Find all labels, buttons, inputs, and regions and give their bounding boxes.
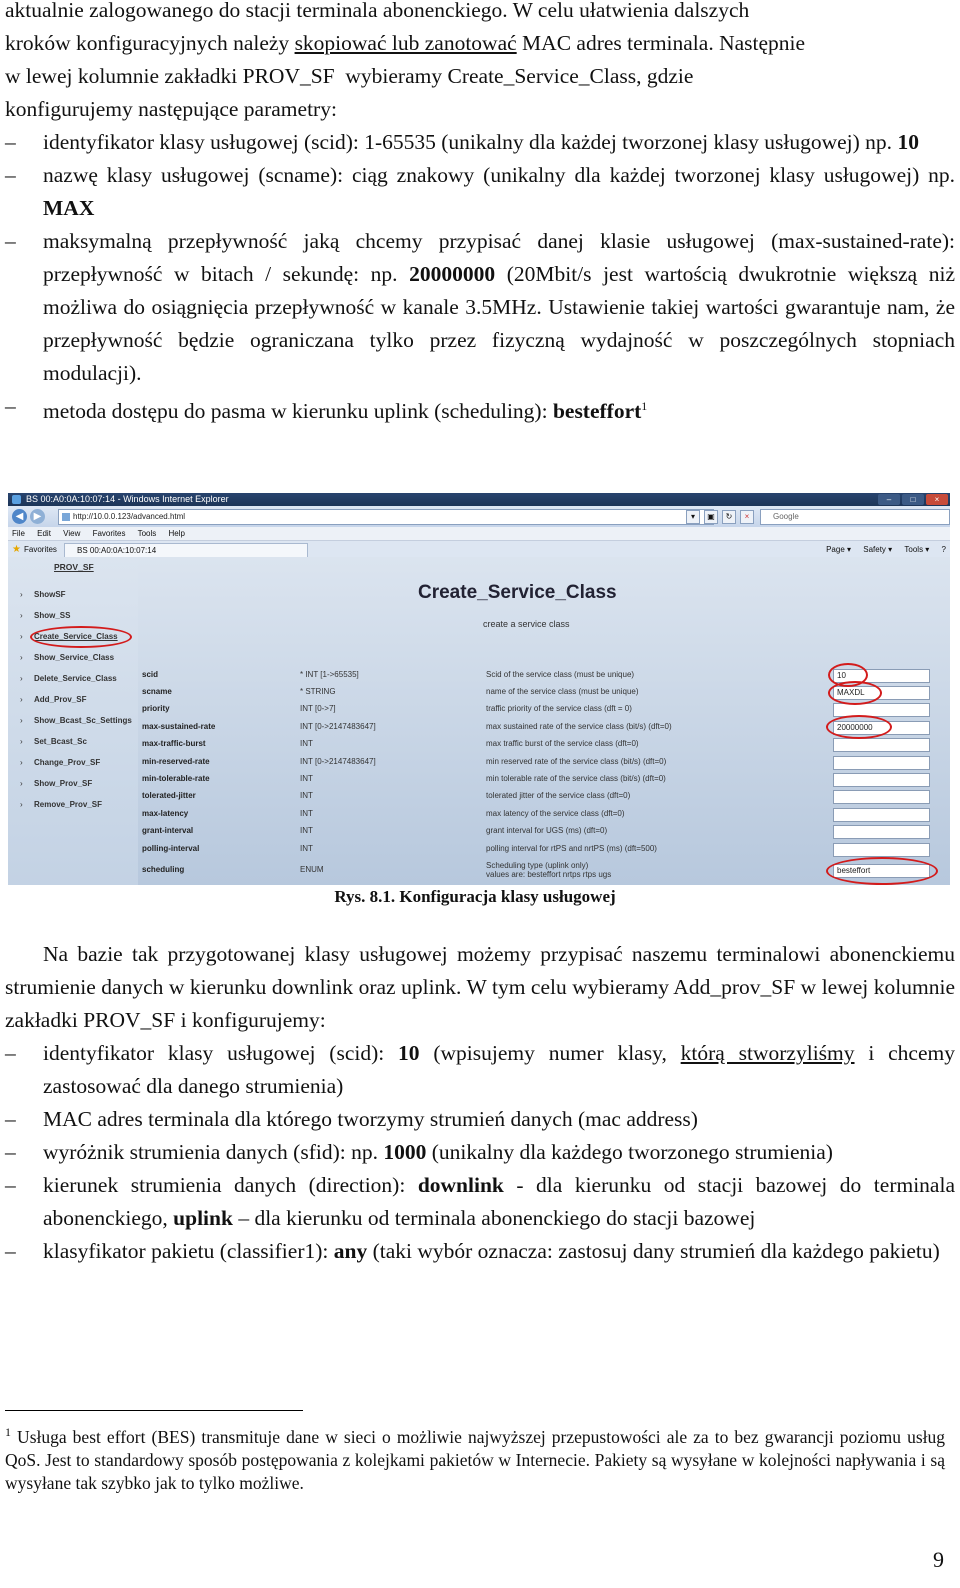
list-item-text: nazwę klasy usługowej (scname): ciąg znakowy (unikalny dla każdej tworzonej klasy usługowej) np. bbox=[43, 163, 955, 187]
field-type: INT bbox=[300, 844, 313, 853]
list-item-text-after: (taki wybór oznacza: zastosuj dany strumień dla każdego pakietu) bbox=[367, 1239, 940, 1263]
field-description: max traffic burst of the service class (dft=0) bbox=[486, 739, 639, 748]
second-paragraph: Na bazie tak przygotowanej klasy usługowej możemy przypisać naszemu terminalowi abonenckiemu strumienie danych w kierunku downlink oraz uplink. W tym celu wybieramy Add_prov_SF w lewej kolumnie zakładki PROV_SF i konfigurujemy: bbox=[5, 942, 955, 1032]
page-number: 9 bbox=[933, 1547, 944, 1572]
form-row-priority bbox=[138, 702, 950, 718]
field-description: max latency of the service class (dft=0) bbox=[486, 809, 625, 818]
browser-tab[interactable]: BS 00:A0:0A:10:07:14 bbox=[64, 543, 308, 559]
footnote-separator bbox=[5, 1410, 303, 1411]
form-row-polling-interval bbox=[138, 842, 950, 858]
list-item-bold: 20000000 bbox=[409, 262, 496, 286]
polling-interval-input[interactable] bbox=[833, 843, 930, 857]
form-row-max-latency bbox=[138, 807, 950, 823]
list-item-text: klasyfikator pakietu (classifier1): bbox=[43, 1239, 334, 1263]
list-item-text: identyfikator klasy usługowej (scid): 1-65535 (unikalny dla każdej tworzonej klasy usługowej) np. bbox=[43, 130, 898, 154]
list-item bbox=[5, 159, 955, 225]
list-item-bold: besteffort bbox=[552, 399, 642, 424]
highlight-oval bbox=[30, 626, 132, 648]
field-description: Scid of the service class (must be unique) bbox=[486, 670, 635, 679]
minimize-button[interactable]: – bbox=[878, 494, 900, 505]
field-type: INT [0->2147483647] bbox=[300, 757, 376, 766]
parameters-list bbox=[5, 126, 955, 428]
chevron-right-icon: › bbox=[20, 800, 23, 809]
highlight-oval bbox=[826, 715, 892, 739]
field-type: INT bbox=[300, 809, 313, 818]
menu-favorites[interactable]: Favorites bbox=[92, 529, 126, 538]
field-label: min-tolerable-rate bbox=[142, 774, 210, 783]
browser-screenshot-figure bbox=[8, 493, 950, 885]
close-button[interactable]: × bbox=[926, 494, 948, 505]
scheduling-select[interactable]: besteffort bbox=[833, 864, 930, 878]
form-row-grant-interval bbox=[138, 824, 950, 840]
intro-line-2 bbox=[5, 27, 955, 60]
page-title: Create_Service_Class bbox=[418, 582, 617, 603]
menu-tools[interactable]: Tools bbox=[137, 529, 157, 538]
field-description: Scheduling type (uplink only) bbox=[486, 861, 589, 870]
footnote bbox=[5, 1421, 945, 1495]
forward-button[interactable]: ▶ bbox=[30, 509, 45, 524]
field-label: max-latency bbox=[142, 809, 189, 818]
intro-line-2-start: kroków konfiguracyjnych należy bbox=[5, 31, 295, 55]
form-row-min-tolerable-rate bbox=[138, 772, 950, 788]
grant-interval-input[interactable] bbox=[833, 825, 930, 839]
compat-icon[interactable]: ▣ bbox=[704, 510, 718, 524]
window-controls bbox=[878, 494, 948, 505]
field-label: scname bbox=[142, 687, 172, 696]
max-latency-input[interactable] bbox=[833, 808, 930, 822]
list-item bbox=[5, 1136, 955, 1169]
field-label: max-sustained-rate bbox=[142, 722, 216, 731]
dash-bullet: – bbox=[5, 130, 16, 154]
field-label: scheduling bbox=[142, 865, 185, 874]
maximize-button[interactable]: □ bbox=[902, 494, 924, 505]
dash-bullet: – bbox=[5, 394, 16, 418]
field-description: polling interval for rtPS and nrtPS (ms) (dft=500) bbox=[486, 844, 657, 853]
list-item bbox=[5, 225, 955, 390]
field-label: scid bbox=[142, 670, 159, 679]
list-item-text-after: – dla kierunku od terminala abonenckiego do stacji bazowej bbox=[232, 1206, 756, 1230]
list-item bbox=[5, 1037, 955, 1103]
tolerated-jitter-input[interactable] bbox=[833, 790, 930, 804]
page-subtitle: create a service class bbox=[483, 619, 570, 629]
chevron-right-icon: › bbox=[20, 737, 23, 746]
intro-line-2-end: MAC adres terminala. Następnie bbox=[516, 31, 806, 55]
window-titlebar bbox=[8, 493, 950, 506]
command-bar bbox=[816, 541, 946, 558]
field-type: INT bbox=[300, 739, 313, 748]
chevron-right-icon: › bbox=[20, 779, 23, 788]
tools-menu[interactable]: Tools ▾ bbox=[904, 545, 930, 554]
help-icon[interactable]: ? bbox=[941, 545, 946, 554]
list-item bbox=[5, 1103, 955, 1136]
web-content bbox=[8, 557, 950, 885]
field-label: grant-interval bbox=[142, 826, 194, 835]
field-label: priority bbox=[142, 704, 170, 713]
min-tolerable-rate-input[interactable] bbox=[833, 773, 930, 787]
nav-item-show-ss[interactable]: Show_SS bbox=[34, 611, 71, 620]
max-traffic-burst-input[interactable] bbox=[833, 738, 930, 752]
nav-item-show-bcast-sc-settings[interactable]: Show_Bcast_Sc_Settings bbox=[34, 716, 132, 725]
dash-bullet: – bbox=[5, 1041, 16, 1065]
stop-icon[interactable]: × bbox=[740, 510, 754, 524]
nav-item-remove-prov-sf[interactable]: Remove_Prov_SF bbox=[34, 800, 103, 809]
underlined-phrase: skopiować lub zanotować bbox=[294, 31, 517, 55]
nav-item-showsf[interactable]: ShowSF bbox=[34, 590, 66, 599]
chevron-right-icon: › bbox=[20, 674, 23, 683]
list-item-bold-2: uplink bbox=[173, 1206, 233, 1230]
nav-item-set-bcast-sc[interactable]: Set_Bcast_Sc bbox=[34, 737, 87, 746]
chevron-right-icon: › bbox=[20, 611, 23, 620]
main-panel bbox=[138, 557, 950, 885]
figure-caption: Rys. 8.1. Konfiguracja klasy usługowej bbox=[334, 887, 616, 906]
intro-paragraph bbox=[5, 0, 955, 126]
field-description: grant interval for UGS (ms) (dft=0) bbox=[486, 826, 608, 835]
dash-bullet: – bbox=[5, 1107, 16, 1131]
left-navigation bbox=[8, 557, 138, 885]
list-item-bold: any bbox=[333, 1239, 368, 1263]
list-item-text: maksymalną przepływność jaką chcemy przypisać danej klasie usługowej (max-sustained-rate): przepływność w bitach / sekundę: np. bbox=[43, 229, 955, 286]
list-item bbox=[5, 126, 955, 159]
highlight-oval bbox=[828, 681, 882, 705]
menu-bar bbox=[8, 527, 950, 541]
footnote-text: Usługa best effort (BES) transmituje dane w sieci o możliwie najwyższej przepustowości ale za to bez gwarancji poziomu usług QoS. Jest to standardowy sposób postępowania z kolejkami pakietów w Internecie. Pakiety są wysyłane w kolejności napływania i są wysyłane tak szybko jak to tylko możliwe. bbox=[5, 1426, 945, 1493]
list-item-bold: downlink bbox=[417, 1173, 504, 1197]
list-item-text: MAC adres terminala dla którego tworzymy strumień danych (mac address) bbox=[43, 1107, 698, 1131]
form-row-tolerated-jitter bbox=[138, 789, 950, 805]
menu-help[interactable]: Help bbox=[168, 529, 185, 538]
refresh-icon[interactable]: ↻ bbox=[722, 510, 736, 524]
chevron-right-icon: › bbox=[20, 653, 23, 662]
field-description: min reserved rate of the service class (bit/s) (dft=0) bbox=[486, 757, 667, 766]
chevron-right-icon: › bbox=[20, 632, 23, 641]
intro-line-3: w lewej kolumnie zakładki PROV_SF wybieramy Create_Service_Class, gdzie bbox=[5, 64, 694, 88]
list-item bbox=[5, 1235, 955, 1268]
list-item-text-after: (unikalny dla każdego tworzonego strumienia) bbox=[426, 1140, 833, 1164]
form-row-min-reserved-rate bbox=[138, 755, 950, 771]
list-item-text: metoda dostępu do pasma w kierunku uplink (scheduling): bbox=[43, 399, 553, 424]
list-item-bold: 10 bbox=[398, 1041, 420, 1065]
min-reserved-rate-input[interactable] bbox=[833, 756, 930, 770]
highlight-oval bbox=[826, 857, 938, 885]
intro-line-1: aktualnie zalogowanego do stacji terminala abonenckiego. W celu ułatwienia dalszych bbox=[5, 0, 750, 22]
dash-bullet: – bbox=[5, 1140, 16, 1164]
list-item-text-mid: (wpisujemy numer klasy, bbox=[419, 1041, 681, 1065]
list-item-text-after: (20Mbit/s jest wartością dwukrotnie większą niż możliwa do osiągnięcia przepływność w kanale 3.5MHz. Ustawienie takiej wartości gwarantuje nam, że przepływność będzie ograniczana tylko przez fizyczną wydajność w poszczególnych stopniach modulacji). bbox=[43, 262, 955, 385]
ie-icon bbox=[12, 495, 21, 504]
nav-item-create-service-class[interactable]: Create_Service_Class bbox=[34, 632, 118, 641]
field-label: tolerated-jitter bbox=[142, 791, 196, 800]
intro-line-4: konfigurujemy następujące parametry: bbox=[5, 97, 337, 121]
form-row-max-traffic-burst bbox=[138, 737, 950, 753]
menu-file[interactable]: File bbox=[12, 529, 25, 538]
search-field[interactable]: Google bbox=[760, 509, 950, 525]
field-type: INT bbox=[300, 774, 313, 783]
field-description: min tolerable rate of the service class (bit/s) (dft=0) bbox=[486, 774, 666, 783]
list-item-text-after: i chcemy zastosować dla danego strumienia) bbox=[43, 1041, 955, 1098]
footnote-mark: 1 bbox=[5, 1425, 11, 1439]
nav-item-change-prov-sf[interactable]: Change_Prov_SF bbox=[34, 758, 101, 767]
field-description: tolerated jitter of the service class (dft=0) bbox=[486, 791, 631, 800]
chevron-right-icon: › bbox=[20, 716, 23, 725]
field-description: traffic priority of the service class (dft = 0) bbox=[486, 704, 632, 713]
dash-bullet: – bbox=[5, 163, 16, 187]
nav-item-delete-service-class[interactable]: Delete_Service_Class bbox=[34, 674, 117, 683]
max-sustained-rate-input[interactable]: 20000000 bbox=[833, 721, 930, 735]
list-item-text: wyróżnik strumienia danych (sfid): np. bbox=[43, 1140, 384, 1164]
field-type: * INT [1->65535] bbox=[300, 670, 359, 679]
list-item-bold: 1000 bbox=[383, 1140, 427, 1164]
favorites-button[interactable]: Favorites bbox=[24, 545, 57, 554]
chevron-right-icon: › bbox=[20, 590, 23, 599]
field-type: INT bbox=[300, 826, 313, 835]
nav-item-show-prov-sf[interactable]: Show_Prov_SF bbox=[34, 779, 93, 788]
dash-bullet: – bbox=[5, 1239, 16, 1263]
list-item-bold: MAX bbox=[43, 196, 95, 220]
nav-item-add-prov-sf[interactable]: Add_Prov_SF bbox=[34, 695, 87, 704]
list-item-text-mid: - dla kierunku od stacji bazowej do terminala abonenckiego, bbox=[43, 1173, 955, 1230]
flow-parameters-list bbox=[5, 1037, 955, 1268]
safety-menu[interactable]: Safety ▾ bbox=[863, 545, 893, 554]
chevron-right-icon: › bbox=[20, 758, 23, 767]
field-type: * STRING bbox=[300, 687, 336, 696]
dropdown-icon[interactable]: ▾ bbox=[686, 510, 700, 524]
field-description-values: values are: besteffort nrtps rtps ugs bbox=[486, 870, 612, 879]
window-title: BS 00:A0:0A:10:07:14 - Windows Internet Explorer bbox=[26, 494, 229, 504]
field-description: name of the service class (must be unique) bbox=[486, 687, 639, 696]
menu-view[interactable]: View bbox=[63, 529, 81, 538]
page-menu[interactable]: Page ▾ bbox=[826, 545, 851, 554]
url-field[interactable]: http://10.0.0.123/advanced.html bbox=[58, 509, 714, 525]
dash-bullet: – bbox=[5, 229, 16, 253]
list-item bbox=[5, 390, 955, 428]
field-type: INT bbox=[300, 791, 313, 800]
list-item-text: kierunek strumienia danych (direction): bbox=[43, 1173, 418, 1197]
nav-item-show-service-class[interactable]: Show_Service_Class bbox=[34, 653, 115, 662]
field-label: min-reserved-rate bbox=[142, 757, 210, 766]
chevron-right-icon: › bbox=[20, 695, 23, 704]
field-description: max sustained rate of the service class (bit/s) (dft=0) bbox=[486, 722, 672, 731]
address-bar bbox=[8, 506, 950, 527]
star-icon[interactable]: ★ bbox=[12, 544, 21, 555]
scname-input[interactable]: MAXDL bbox=[833, 686, 930, 700]
list-item bbox=[5, 1169, 955, 1235]
field-type: ENUM bbox=[300, 865, 324, 874]
menu-edit[interactable]: Edit bbox=[37, 529, 51, 538]
list-item-bold: 10 bbox=[897, 130, 919, 154]
field-type: INT [0->7] bbox=[300, 704, 336, 713]
field-label: polling-interval bbox=[142, 844, 200, 853]
field-type: INT [0->2147483647] bbox=[300, 722, 376, 731]
back-button[interactable]: ◀ bbox=[12, 509, 27, 524]
footnote-reference[interactable]: 1 bbox=[641, 399, 648, 413]
dash-bullet: – bbox=[5, 1173, 16, 1197]
nav-header-prov-sf[interactable]: PROV_SF bbox=[54, 562, 94, 572]
field-label: max-traffic-burst bbox=[142, 739, 206, 748]
scid-input[interactable]: 10 bbox=[833, 669, 930, 683]
list-item-text: identyfikator klasy usługowej (scid): bbox=[43, 1041, 399, 1065]
underlined-phrase: którą stworzyliśmy bbox=[680, 1041, 855, 1065]
